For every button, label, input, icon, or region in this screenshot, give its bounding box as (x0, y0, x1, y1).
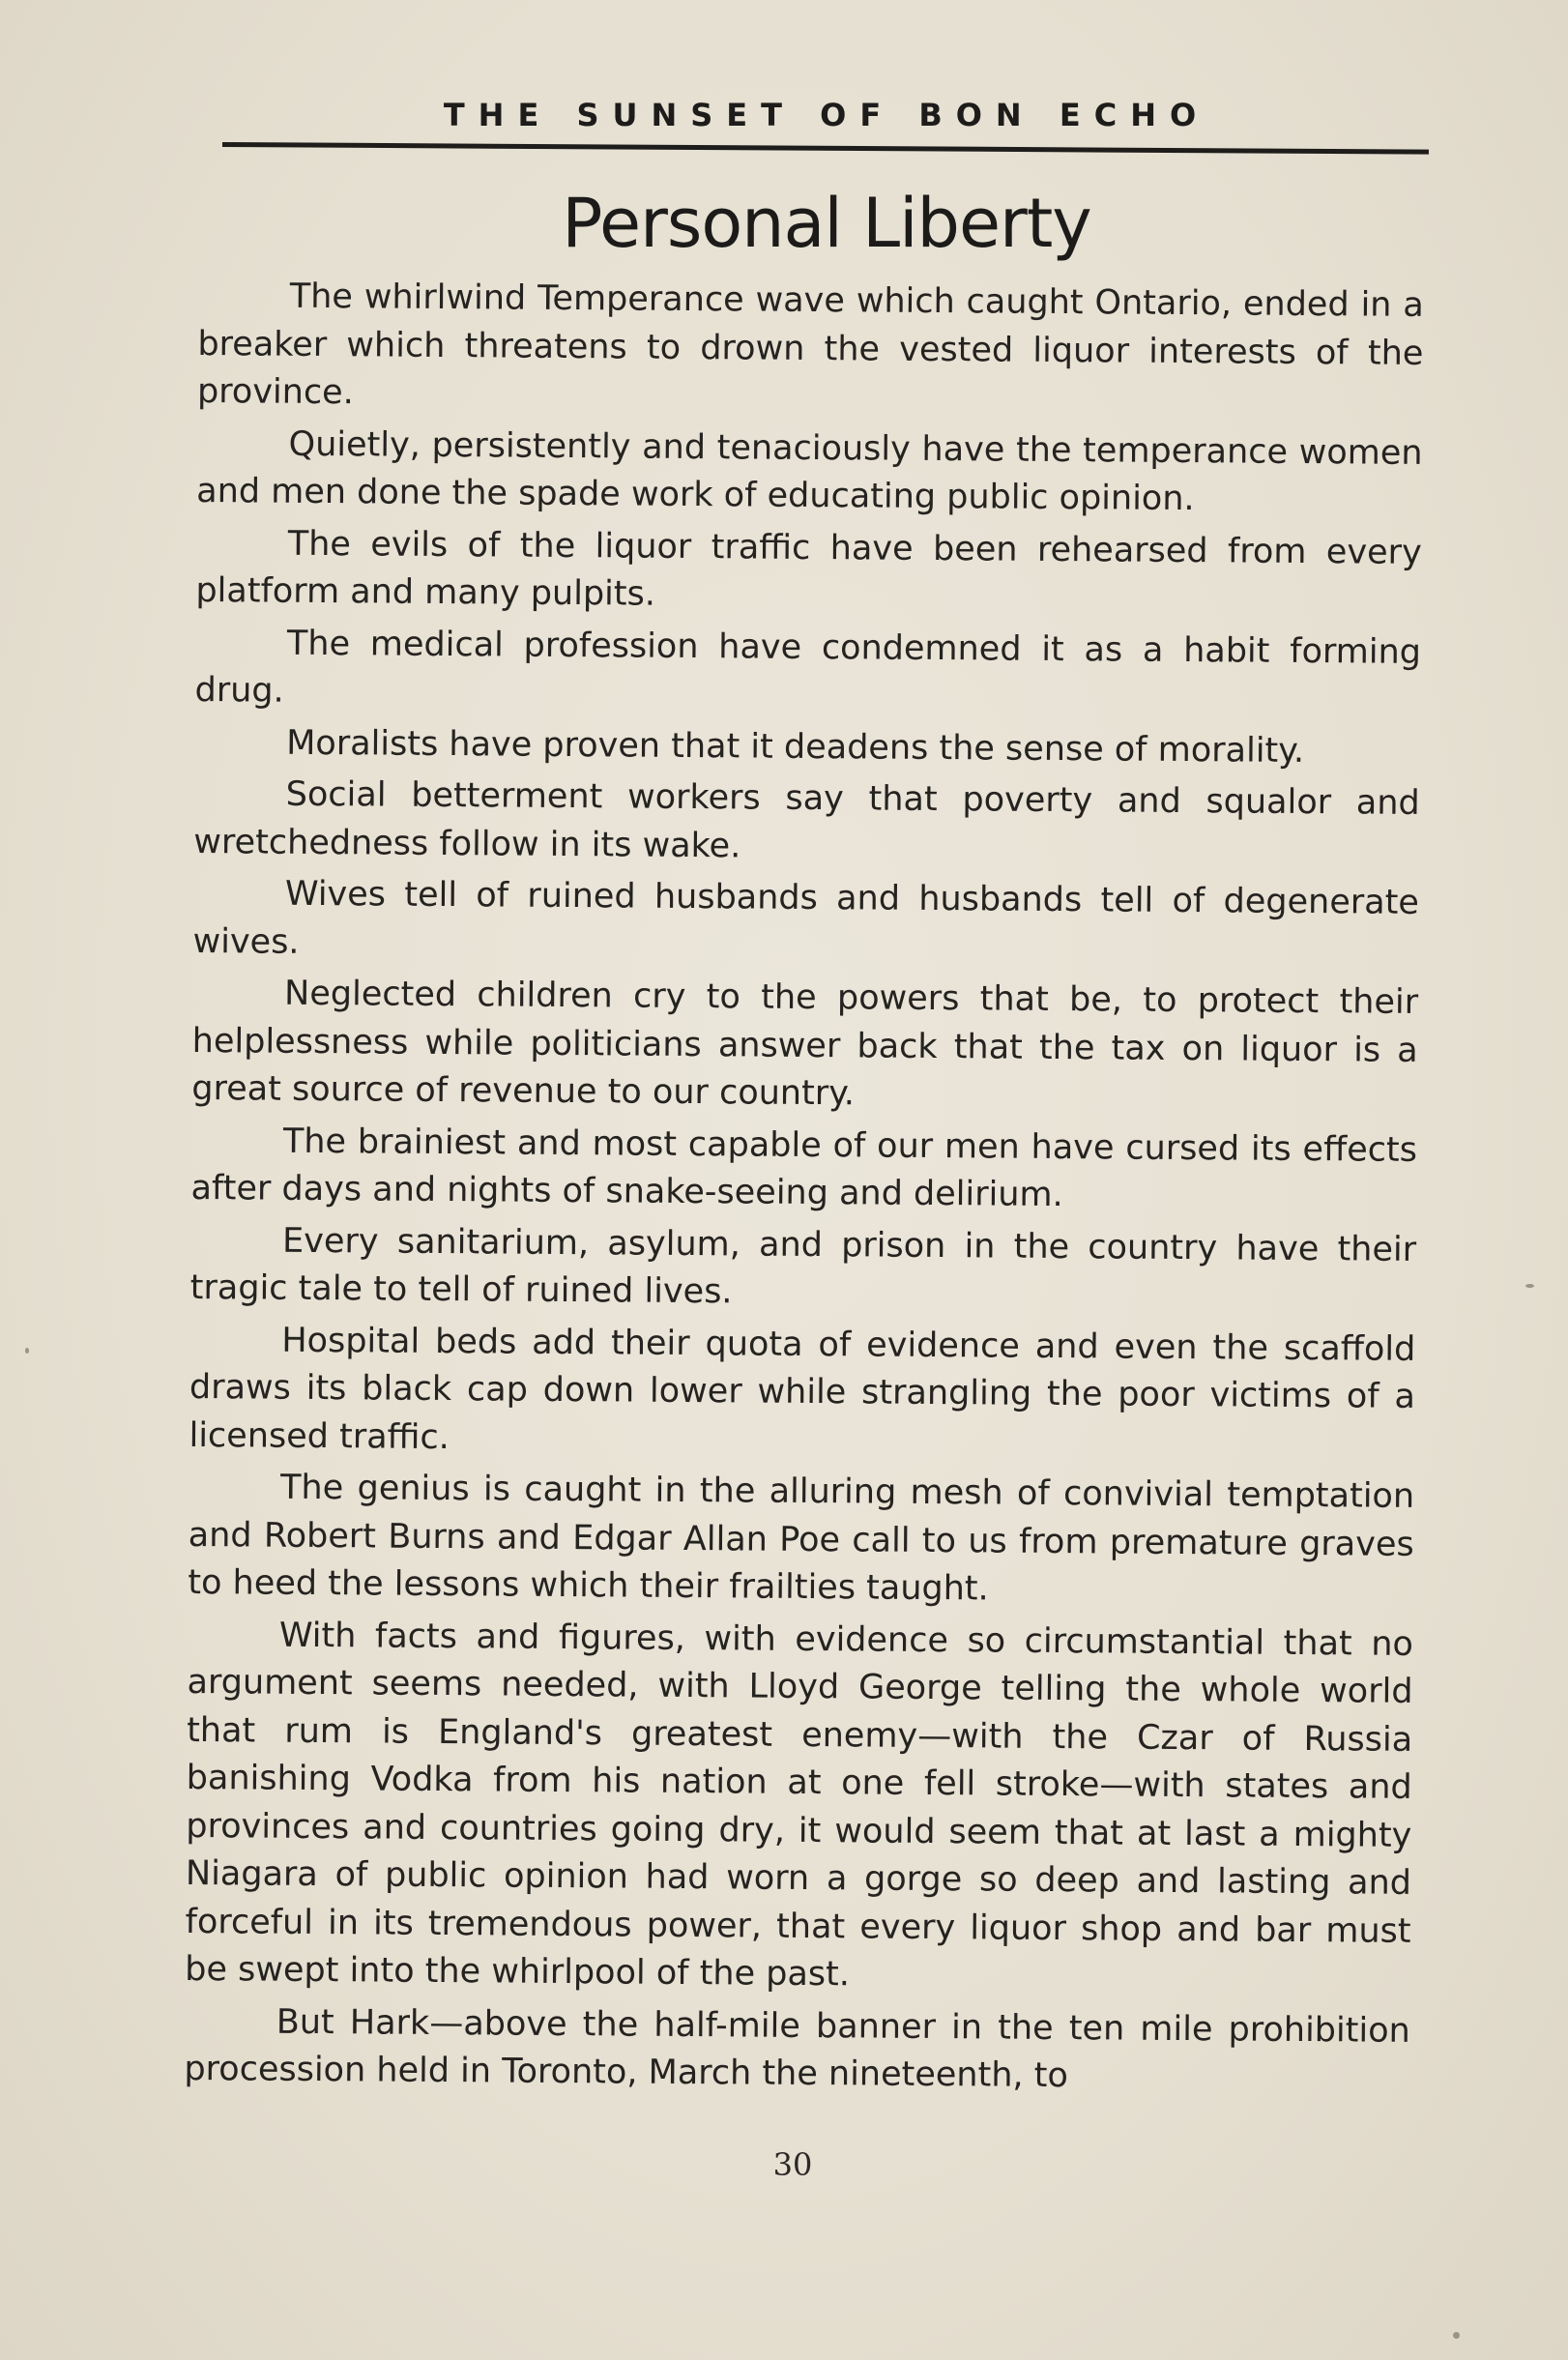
article-title: Personal Liberty (562, 184, 1091, 263)
page-number: 30 (772, 2146, 813, 2183)
running-head: THE SUNSET OF BON ECHO (443, 97, 1210, 133)
paragraph: But Hark—above the half-mile banner in the ten mile prohibition procession held in Toronto, March the nineteenth, to (184, 2002, 1410, 2096)
paragraph: Neglected children cry to the powers that be, to protect their helplessness while politicians answer back that the tax on liquor is a great source of revenue to our country. (191, 974, 1419, 1114)
paragraph: Hospital beds add their quota of evidence and even the scaffold draws its black cap down lower while strangling the poor victims of a licensed traffic. (189, 1321, 1416, 1457)
paragraph: The genius is caught in the alluring mesh of convivial temptation and Robert Burns and Edgar Allan Poe call to us from premature graves to heed the lessons which their frailties taught. (188, 1468, 1415, 1609)
paragraph: Quietly, persistently and tenaciously have the temperance women and men done the spade work of educating public opinion. (196, 424, 1423, 519)
header-rule (222, 142, 1429, 155)
paragraph: Every sanitarium, asylum, and prison in the country have their tragic tale to tell of ruined lives. (189, 1221, 1417, 1312)
paragraph: Social betterment workers say that poverty and squalor and wretchedness follow in its wake. (193, 774, 1420, 865)
paragraph: The evils of the liquor traffic have been rehearsed from every platform and many pulpits. (195, 524, 1422, 614)
article-body (184, 273, 1424, 2107)
paper-speck (1453, 2332, 1460, 2339)
paper-speck (25, 1348, 29, 1354)
paragraph: The whirlwind Temperance wave which caught Ontario, ended in a breaker which threatens to drown the vested liquor interests of the province. (196, 277, 1424, 413)
paragraph: The medical profession have condemned it as a habit forming drug. (194, 624, 1422, 711)
paragraph: The brainiest and most capable of our men have cursed its effects after days and nights of snake-seeing and delirium. (190, 1122, 1418, 1215)
paragraph: Wives tell of ruined husbands and husbands tell of degenerate wives. (192, 874, 1420, 962)
paragraph: Moralists have proven that it deadens the sense of morality. (286, 723, 1305, 771)
paper-speck (1525, 1284, 1534, 1288)
paragraph: With facts and figures, with evidence so circumstantial that no argument seems needed, with Lloyd George telling the whole world that rum is England's greatest enemy—with the Czar of Russia banishing Vodka from his nation at one fell stroke—with states and provinces and countries going dry, it would seem that at last a mighty Niagara of public opinion had worn a gorge so deep and lasting and forceful in its tremendous power, that every liquor shop and bar must be swept into the whirlpool of the past. (185, 1616, 1414, 1995)
